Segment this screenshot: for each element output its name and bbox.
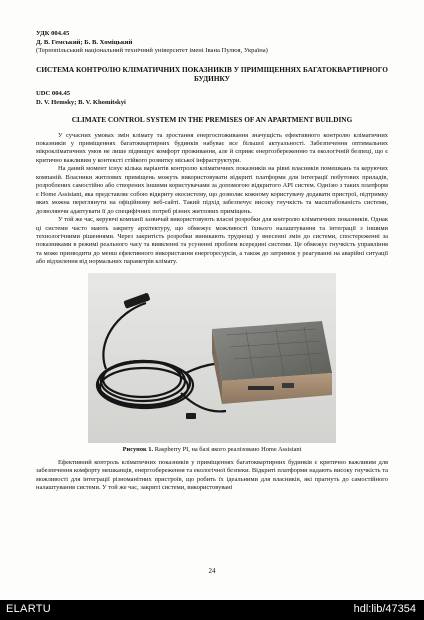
- paragraph: На даний момент існує кілька варіантів контролю кліматичних показників на рівні власників помешкань та керуючих компаній. Власники житлових приміщень можуть використовувати відкриті платформи для інтеграції побутових приладів, розроблених самостійно або створених іншими користувачами за допомогою відкритого API систем. Одніэю з таких платформ є Home Assistant, яка представляє собою відкриту екосистему, що дозволяє кожному користувачу додавати пристрої, підтримку яких можна переглянути на офіційному веб-сайті. Такий підхід забезпечує високу гнучкість та масштабованість системи, дозволяючи адаптувати її до специфічних потреб різних житлових приміщень.: [36, 165, 388, 215]
- udc-ua: УДК 004.45: [36, 30, 70, 37]
- figure-caption: [36, 446, 388, 453]
- repository-footer: [0, 600, 424, 620]
- paragraph: Ефективний контроль кліматичних показників у приміщеннях багатоквартирних будинків є критично важливим для забезпечення комфорту мешканців, енергозбереження та екологічної безпеки. Відкриті платформи надають високу гнучкість та можливості для інтеграції різноманітних пристроїв, що робить їх ідеальними для власників, які прагнуть до самостійного налаштування системи. У той же час, закриті системи, використовувані: [36, 458, 388, 492]
- footer-handle: hdl:lib/47354: [353, 603, 416, 615]
- udc-en: UDC 004.45: [36, 90, 71, 98]
- figure-raspberry-pi-photo: [36, 273, 388, 443]
- footer-repository-name: ELARTU: [6, 603, 51, 615]
- title-ua: СИСТЕМА КОНТРОЛЮ КЛІМАТИЧНИХ ПОКАЗНИКІВ У ПРИМІЩЕННЯХ БАГАТОКВАРТИРНОГО БУДИНКУ: [36, 64, 388, 83]
- authors-en: D. V. Hemsky; B. V. Khomitskyi: [36, 98, 126, 106]
- raspberry-pi-photo: [36, 273, 388, 443]
- page-content: [36, 30, 388, 493]
- figure-caption-label: Рисунок 1.: [122, 445, 154, 453]
- title-en: CLIMATE CONTROL SYSTEM IN THE PREMISES OF AN APARTMENT BUILDING: [71, 115, 353, 125]
- paragraph: У сучасних умовах змін клімату та зростання енергоспоживання значущість ефективного контролю кліматичних показників у приміщеннях багатоквартирних будинків набуває все більшої актуальності. Забезпечення оптимальних мікрокліматичних умов не лише підвищує комфорт проживання, але й сприяє енергозбереженню та екологічній безпеці, що є критично важливим у контексті стійкого розвитку міської інфраструктури.: [36, 131, 388, 164]
- paragraph: У той же час, керуючі компанії зазвичай використовують власні розробки для контролю кліматичних показників. Однак ці системи часто мають закриту архітектуру, що обмежує можливості їхнього налаштування та інтеграції з іншими технологічними рішеннями. Через закритість розробки виникають труднощі у внесенні змін до системи, спостереженні за показниками в режимі реального часу та виявленні та усуненні проблем всередині системи. Це обмежує гнучкість управління та може призводити до менш ефективного використання енергоресурсів, а також до затримок у реагуванні на аварійні ситуації або відхилення від нормальних параметрів клімату.: [36, 216, 388, 266]
- page-number: 24: [208, 567, 216, 575]
- figure-caption-text: Raspberry PI, на базі якого реалізовано Home Assistant: [154, 445, 302, 453]
- authors-ua: Д. В. Гемський; Б. В. Хоміцький: [36, 38, 133, 46]
- affiliation-ua: (Тернопільський національний технічний університет імені Івана Пулюя, Україна): [36, 47, 268, 55]
